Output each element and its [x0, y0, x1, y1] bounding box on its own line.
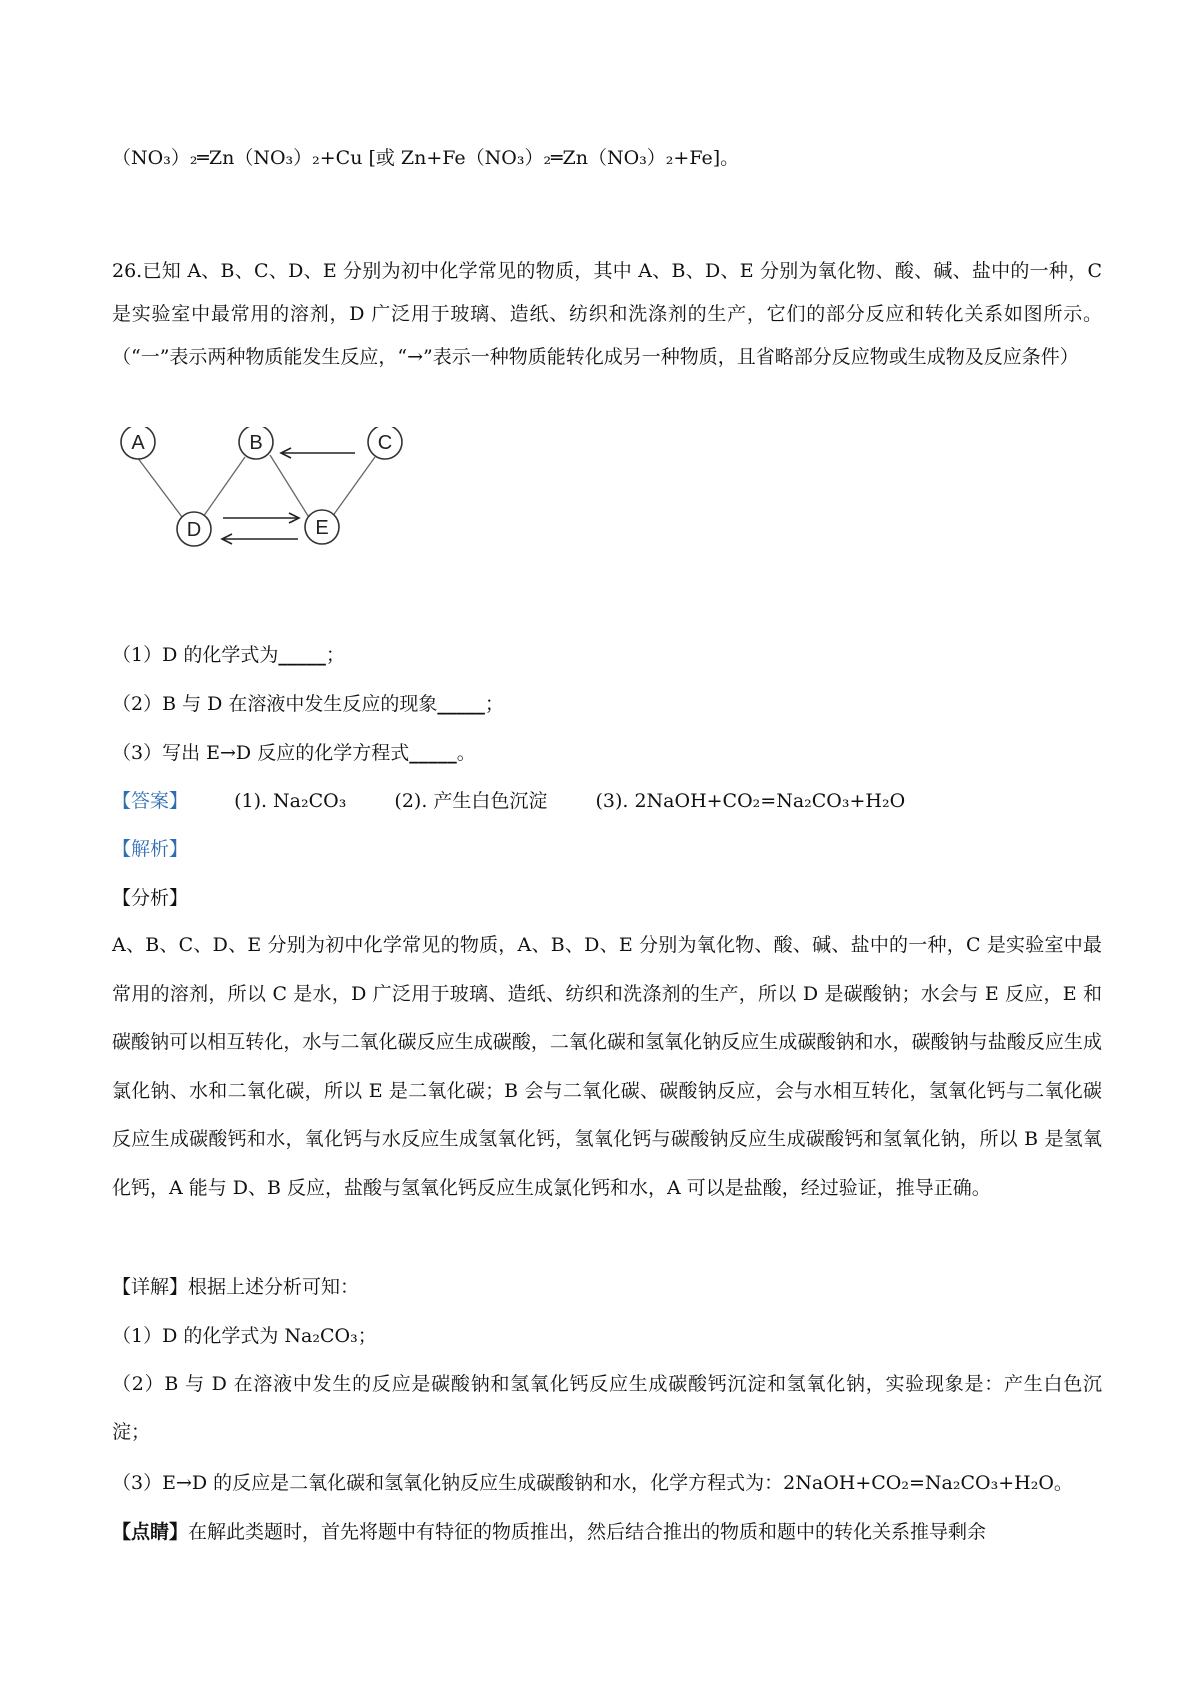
- svg-text:D: D: [186, 519, 202, 541]
- detail-2: （2）B 与 D 在溶液中发生的反应是碳酸钠和氢氧化钙反应生成碳酸钙沉淀和氢氧化钠，实验现象是：产生白色沉淀；: [112, 1373, 1102, 1443]
- xiangjie-line: 【详解】根据上述分析可知：: [112, 1276, 360, 1298]
- answer-blank: _____: [409, 742, 457, 764]
- node-B: [239, 427, 273, 459]
- analysis-tag: 【解析】: [112, 838, 189, 860]
- question-text: 已知 A、B、C、D、E 分别为初中化学常见的物质，其中 A、B、D、E 分别为氧化物、酸、碱、盐中的一种，C 是实验室中最常用的溶剂，D 广泛用于玻璃、造纸、纺织和洗涤剂的生产，它们的部分反应和转化关系如图所示。（“一”表示两种物质能发生反应，“→”表示一种物质能转化成另一种物质，且省略部分反应物或生成物及反应条件）: [112, 260, 1102, 368]
- dianjing-tag: 【点睛】: [112, 1521, 189, 1543]
- svg-text:B: B: [249, 432, 263, 454]
- detail-1: （1）D 的化学式为 Na₂CO₃；: [112, 1325, 377, 1347]
- xiangjie-tag: 【详解】: [112, 1276, 189, 1298]
- question-26: [112, 250, 1102, 379]
- question-number: 26.: [112, 260, 143, 282]
- fenxi-tag: 【分析】: [112, 887, 189, 909]
- subquestion-3: （3）写出 E→D 反应的化学方程式_____。: [112, 742, 476, 764]
- answer-item-3: (3). 2NaOH+CO₂=Na₂CO₃+H₂O: [595, 790, 906, 812]
- fenxi-paragraph: A、B、C、D、E 分别为初中化学常见的物质，A、B、D、E 分别为氧化物、酸、碱、盐中的一种，C 是实验室中最常用的溶剂，所以 C 是水，D 广泛用于玻璃、造纸、纺织和洗涤剂的生产，所以 D 是碳酸钠；水会与 E 反应，E 和碳酸钠可以相互转化，水与二氧化碳反应生成碳酸，二氧化碳和氢氧化钠反应生成碳酸钠和水，碳酸钠与盐酸反应生成氯化钠、水和二氧化碳，所以 E 是二氧化碳；B 会与二氧化碳、碳酸钠反应，会与水相互转化，氢氧化钙与二氧化碳反应生成碳酸钙和水，氧化钙与水反应生成氢氧化钙，氢氧化钙与碳酸钠反应生成碳酸钙和氢氧化钠，所以 B 是氢氧化钙，A 能与 D、B 反应，盐酸与氢氧化钙反应生成氯化钙和水，A 可以是盐酸，经过验证，推导正确。: [112, 934, 1102, 1199]
- answer-item-2: (2). 产生白色沉淀: [394, 790, 548, 812]
- answer-blank: _____: [278, 644, 326, 666]
- subquestion-2: （2）B 与 D 在溶液中发生反应的现象_____；: [112, 693, 504, 715]
- answer-line: [112, 786, 905, 813]
- node-A: [121, 427, 155, 459]
- answer-item-1: (1). Na₂CO₃: [234, 790, 347, 812]
- svg-text:C: C: [377, 432, 393, 454]
- svg-text:E: E: [315, 517, 329, 539]
- top-equation-line: （NO₃）₂═Zn（NO₃）₂+Cu [或 Zn+Fe（NO₃）₂═Zn（NO₃）₂+Fe]。: [112, 147, 740, 169]
- node-C: [368, 427, 402, 459]
- dianjing-line: 【点睛】在解此类题时，首先将题中有特征的物质推出，然后结合推出的物质和题中的转化关系推导剩余: [112, 1521, 987, 1543]
- svg-text:A: A: [131, 432, 145, 454]
- node-E: [305, 510, 339, 544]
- subquestion-1: （1）D 的化学式为_____；: [112, 644, 345, 666]
- node-D: [177, 512, 211, 546]
- answer-tag: 【答案】: [112, 790, 189, 812]
- detail-3: （3）E→D 的反应是二氧化碳和氢氧化钠反应生成碳酸钠和水，化学方程式为：2NaOH+CO₂=Na₂CO₃+H₂O。: [112, 1472, 1073, 1494]
- answer-blank: _____: [437, 693, 485, 715]
- reaction-diagram-nodes: [110, 427, 410, 567]
